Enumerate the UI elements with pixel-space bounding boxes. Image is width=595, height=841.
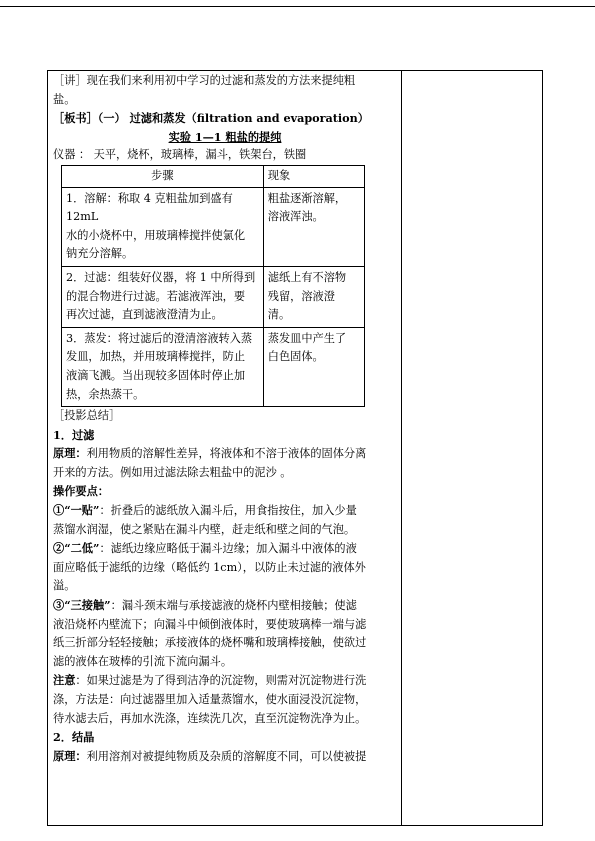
result-cell: [263, 187, 364, 266]
step-line: 的混合物进行过滤。若滤液浑浊，要: [66, 289, 246, 303]
ops-title: 操作要点：: [53, 484, 109, 499]
op2-text: ：滤纸边缘应略低于漏斗边缘；加入漏斗中液体的液: [99, 542, 357, 556]
result-cell: [263, 266, 364, 327]
note-line-1: [53, 671, 397, 691]
op2-label: ②“二低”: [53, 541, 100, 556]
s1-principle-line-1: [53, 444, 397, 464]
experiment-title: 实验 1—1 粗盐的提纯: [168, 129, 282, 144]
step-line: 水的小烧杯中，用玻璃棒搅拌使氯化: [66, 228, 246, 242]
step-line: 再次过滤，直到滤液澄清为止。: [66, 308, 223, 322]
column-divider: [401, 70, 402, 826]
op3-line-4: 滤的液体在玻棒的引流下流向漏斗。: [53, 654, 233, 668]
note-line-3: 待水滤去后，再加水洗涤，连续洗几次，直至沉淀物洗净为止。: [53, 711, 367, 725]
note-line-2: 涤，方法是：向过滤器里加入适量蒸馏水，使水面浸没沉淀物，: [53, 693, 367, 706]
step-line: 2．过滤：组装好仪器，将 1 中所得到: [66, 270, 256, 284]
s2-principle-line: [53, 747, 397, 767]
result-line: 滤纸上有不溶物: [267, 270, 347, 284]
s1-principle-line-2: 开来的方法。例如用过滤法除去粗盐中的泥沙 。: [53, 465, 292, 479]
step-line: 钠充分溶解。: [66, 247, 134, 261]
board-label: ［板书］: [53, 111, 98, 126]
board-heading-text: （一） 过滤和蒸发（filtration and evaporation）: [97, 111, 369, 126]
step-line: 液滴飞溅。当出现较多固体时停止加: [66, 368, 246, 382]
steps-table: [61, 165, 365, 407]
step-line: 发皿，加热，并用玻璃棒搅拌，防止: [66, 350, 246, 364]
intro-line-1: ［讲］现在我们来利用初中学习的过滤和蒸发的方法来提纯粗: [53, 74, 356, 87]
step-line: 热，余热蒸干。: [66, 387, 145, 401]
result-line: 粗盐逐渐溶解，: [267, 191, 347, 205]
note-label: 注意: [53, 673, 76, 688]
step-line: 3．蒸发：将过滤后的澄清溶液转入蒸: [66, 331, 253, 345]
summary-label: ［投影总结］: [53, 409, 121, 423]
result-line: 白色固体。: [267, 350, 324, 364]
op3-line-1: [53, 596, 397, 616]
table-row: [62, 266, 365, 327]
op1-line-1: [53, 501, 397, 521]
section-1-title: 1．过滤: [53, 427, 95, 442]
principle-text-2: 利用溶剂对被提纯物质及杂质的溶解度不同，可以使被提: [86, 749, 367, 763]
op1-line-2: 蒸馏水润湿，使之紧贴在漏斗内壁，赶走纸和壁之间的气泡。: [53, 522, 356, 536]
op3-label: ③“三接触”: [53, 598, 111, 613]
header-result: 现象: [263, 165, 364, 187]
step-line: 1．溶解：称取 4 克粗盐加到盛有 12mL: [66, 191, 233, 224]
result-cell: [263, 327, 364, 406]
op1-text: ：折叠后的滤纸放入漏斗后，用食指按住，加入少量: [99, 504, 357, 518]
section-2-title: 2．结晶: [53, 730, 95, 745]
step-cell: [62, 327, 264, 406]
table-row: [62, 327, 365, 406]
op2-line-1: [53, 539, 397, 559]
op1-label: ①“一贴”: [53, 503, 100, 518]
instruments-line: 仪器 ： 天平，烧杯，玻璃棒，漏斗，铁架台，铁圈: [53, 148, 307, 162]
main-column: [53, 72, 397, 766]
op2-line-2: 面应略低于滤纸的边缘（略低约 1cm），以防止未过滤的液体外: [53, 560, 366, 574]
table-header-row: [62, 165, 365, 187]
header-steps: 步骤: [62, 165, 264, 187]
page-top-rule: [0, 6, 595, 7]
note-text: ：如果过滤是为了得到洁净的沉淀物，则需对沉淀物进行洗: [75, 674, 367, 688]
op3-line-3: 纸三折部分轻轻接触；承接液体的烧杯嘴和玻璃棒接触，使欲过: [53, 636, 367, 650]
principle-label-2: 原理：: [53, 748, 87, 763]
result-line: 溶液浑浊。: [267, 210, 324, 224]
result-line: 残留，溶液澄: [267, 289, 335, 303]
op3-text: ：漏斗颈末端与承接滤液的烧杯内壁相接触；使滤: [110, 599, 357, 613]
table-row: [62, 187, 365, 266]
result-line: 蒸发皿中产生了: [267, 331, 347, 345]
op2-line-3: 溢。: [53, 579, 76, 593]
result-line: 清。: [267, 308, 291, 322]
intro-line-2: 盐。: [53, 92, 76, 106]
op3-line-2: 液沿烧杯内壁流下；向漏斗中倾倒液体时，要使玻璃棒一端与滤: [53, 617, 367, 631]
board-heading: [53, 109, 397, 128]
step-cell: [62, 266, 264, 327]
principle-label: 原理：: [53, 446, 87, 461]
step-cell: [62, 187, 264, 266]
principle-text: 利用物质的溶解性差异，将液体和不溶于液体的固体分离: [86, 447, 367, 461]
